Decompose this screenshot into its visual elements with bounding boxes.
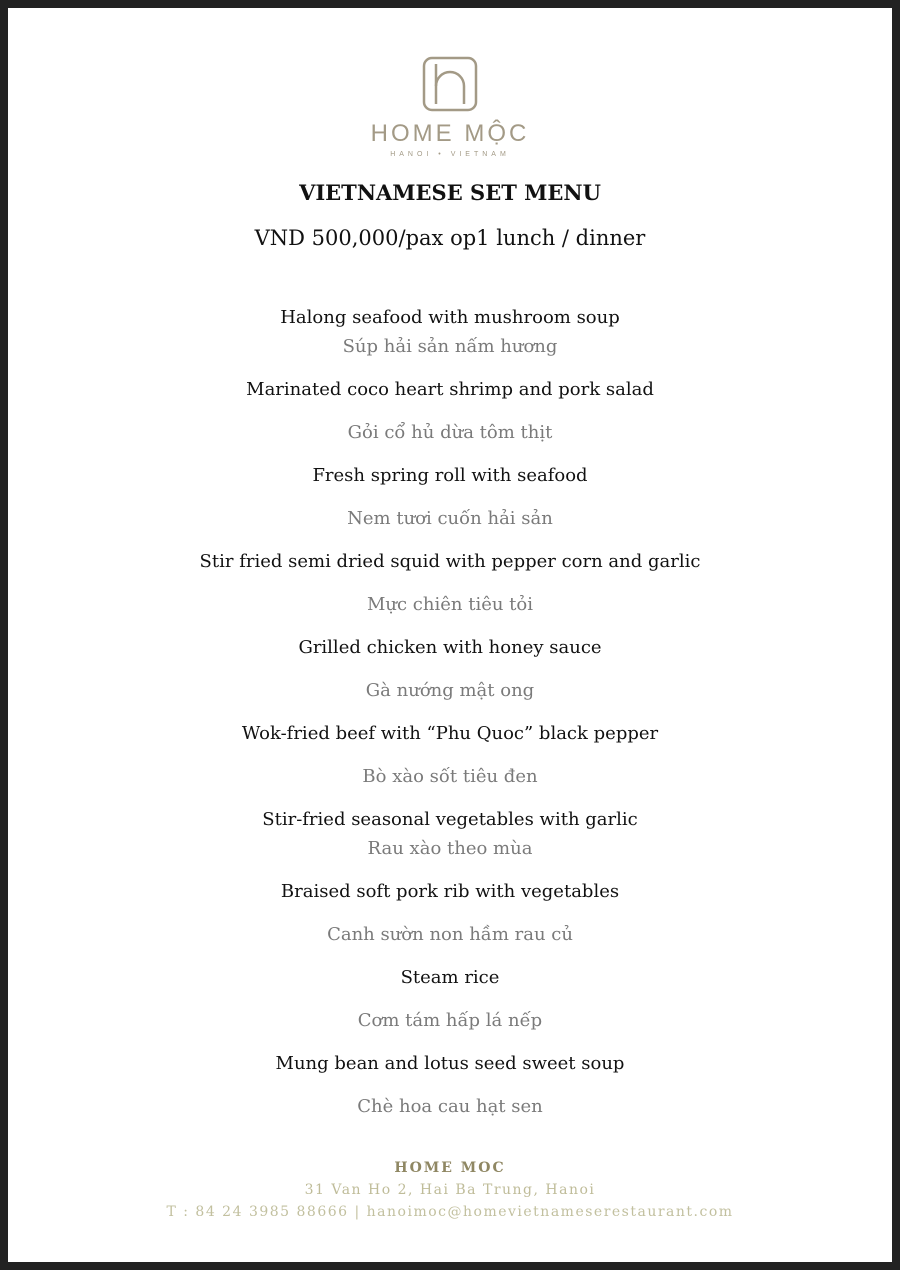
dish-english: Halong seafood with mushroom soup — [280, 307, 620, 328]
dish-vietnamese: Gỏi cổ hủ dừa tôm thịt — [347, 422, 553, 443]
menu-title: VIETNAMESE SET MENU — [299, 180, 601, 205]
menu-price: VND 500,000/pax op1 lunch / dinner — [254, 226, 646, 250]
dish-vietnamese: Nem tươi cuốn hải sản — [347, 508, 553, 529]
logo — [8, 56, 892, 160]
dish-english: Stir fried semi dried squid with pepper corn and garlic — [199, 551, 701, 572]
dish-english: Steam rice — [400, 967, 500, 988]
dish-vietnamese: Chè hoa cau hạt sen — [357, 1096, 543, 1117]
dish-english: Marinated coco heart shrimp and pork salad — [246, 379, 654, 400]
footer-address: 31 Van Ho 2, Hai Ba Trung, Hanoi — [304, 1182, 596, 1198]
dish-vietnamese: Rau xào theo mùa — [367, 838, 533, 859]
dish-vietnamese: Súp hải sản nấm hương — [342, 336, 558, 357]
logo-subtitle: HANOI • VIETNAM — [390, 151, 510, 158]
dish-english: Wok-fried beef with “Phu Quoc” black pepper — [241, 723, 659, 744]
dish-english: Braised soft pork rib with vegetables — [280, 881, 620, 902]
menu-page — [8, 8, 892, 1262]
dish-vietnamese: Bò xào sốt tiêu đen — [362, 766, 538, 787]
dish-english: Mung bean and lotus seed sweet soup — [275, 1053, 625, 1074]
footer-contact: T : 84 24 3985 88666 | hanoimoc@homevietnameserestaurant.com — [166, 1204, 734, 1220]
home-moc-logo-icon — [422, 56, 478, 112]
dish-vietnamese: Mực chiên tiêu tỏi — [366, 594, 533, 615]
dish-vietnamese: Gà nướng mật ong — [365, 680, 535, 701]
logo-brand-name: HOME MỘC — [370, 120, 530, 147]
dish-vietnamese: Canh sườn non hầm rau củ — [327, 924, 573, 945]
dish-english: Fresh spring roll with seafood — [312, 465, 588, 486]
dish-english: Grilled chicken with honey sauce — [298, 637, 602, 658]
footer-restaurant-name: HOME MOC — [394, 1160, 506, 1176]
dish-english: Stir-fried seasonal vegetables with garlic — [262, 809, 638, 830]
dish-vietnamese: Cơm tám hấp lá nếp — [357, 1010, 543, 1031]
